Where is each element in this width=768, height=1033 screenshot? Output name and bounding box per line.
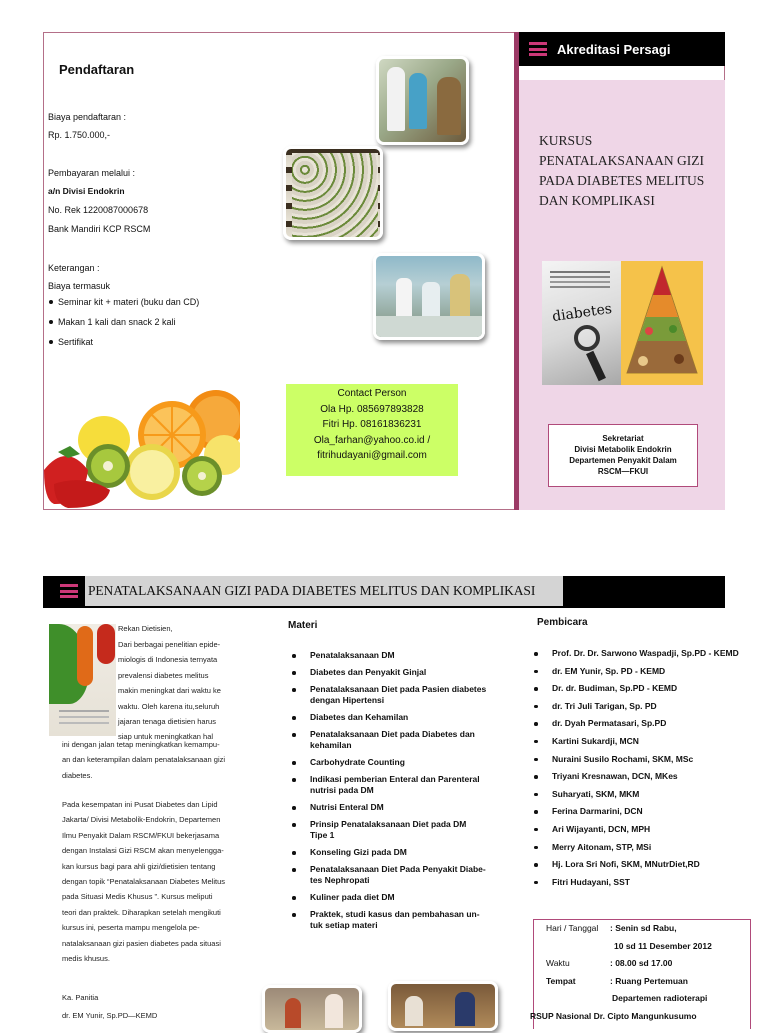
contact-person-box	[286, 384, 458, 476]
intro-paragraph-2: Pada kesempatan ini Pusat Diabetes dan Lipid Jakarta/ Divisi Metabolik-Endokrin, Departemen Ilmu Penyakit Dalam RSCM/FKUI bekerjasama dengan Instalasi Gizi RSCM akan menyelengga- kan kursus bagi para ahli gizi/dietisien tentang dengan topik “Penatalaksanaan Diabetes Melitus pada Situasi Medis Khusus ”. Kursus meliputi teori dan praktek. Diharapkan setelah mengikuti kursus ini, peserta mampu mengelola pe- natalaksanaan gizi pasien diabetes pada situasi medis khusus.	[62, 800, 226, 964]
list-item: Ferina Darmarini, DCN	[530, 806, 755, 817]
materi-list	[288, 650, 488, 937]
payment-label: Pembayaran melalui :	[48, 168, 136, 178]
account-number: No. Rek 1220087000678	[48, 205, 149, 215]
time-label: Waktu	[546, 958, 570, 968]
fee-value: Rp. 1.750.000,-	[48, 130, 111, 140]
intro-signoff: Ka. Panitia	[62, 993, 99, 1002]
place-value-3: RSUP Nasional Dr. Cipto Mangunkusumo	[530, 1010, 697, 1021]
list-item: Makan 1 kali dan snack 2 kali	[48, 316, 199, 336]
list-item: Kuliner pada diet DM	[288, 892, 488, 903]
list-item: dr. Tri Juli Tarigan, Sp. PD	[530, 701, 755, 712]
list-item: Prinsip Penatalaksanaan Diet pada DM Tipe 1	[288, 819, 488, 841]
list-item: Kartini Sukardji, MCN	[530, 736, 755, 747]
list-item: Ari Wijayanti, DCN, MPH	[530, 824, 755, 835]
list-item: dr. EM Yunir, Sp. PD - KEMD	[530, 666, 755, 677]
includes-list	[48, 296, 199, 356]
list-item: Penatalaksanaan Diet Pada Penyakit Diabe- tes Nephropati	[288, 864, 488, 886]
contact-line: Ola Hp. 085697893828	[320, 403, 424, 415]
list-item: Konseling Gizi pada DM	[288, 847, 488, 858]
contact-email: fitrihudayani@gmail.com	[317, 450, 427, 461]
list-item: Carbohydrate Counting	[288, 757, 488, 768]
contact-line: Fitri Hp. 08161836231	[322, 419, 422, 430]
bank-name: Bank Mandiri KCP RSCM	[48, 224, 151, 234]
accreditation-header	[519, 32, 725, 66]
speakers-list	[530, 648, 755, 894]
list-item: Nutrisi Enteral DM	[288, 802, 488, 813]
place-label: Tempat	[546, 975, 576, 986]
vegetables-notebook-image	[49, 624, 116, 736]
list-item: Dr. dr. Budiman, Sp.PD - KEMD	[530, 683, 755, 694]
photo-ward	[373, 253, 485, 340]
speakers-title: Pembicara	[537, 617, 588, 628]
account-name: a/n Divisi Endokrin	[48, 186, 125, 196]
accreditation-label: Akreditasi Persagi	[557, 41, 671, 57]
list-item: dr. Dyah Permatasari, Sp.PD	[530, 718, 755, 729]
secretariat-box: Sekretariat Divisi Metabolik Endokrin Departemen Penyakit Dalam RSCM—FKUI	[548, 424, 698, 487]
photo-consultation	[376, 56, 469, 145]
list-item: Sertifikat	[48, 336, 199, 356]
fruit-illustration	[44, 380, 240, 508]
materi-title: Materi	[288, 620, 318, 631]
list-item: Seminar kit + materi (buku dan CD)	[48, 296, 199, 316]
list-item: Diabetes dan Penyakit Ginjal	[288, 667, 488, 678]
fee-label: Biaya pendaftaran :	[48, 112, 127, 122]
registration-title: Pendaftaran	[59, 62, 135, 77]
list-item: Hj. Lora Sri Nofi, SKM, MNutrDiet,RD	[530, 859, 755, 870]
list-item: Penatalaksanaan Diet pada Diabetes dan kehamilan	[288, 729, 488, 751]
date-label: Hari / Tanggal	[546, 923, 599, 933]
intro-paragraph-1: ini dengan jalan tetap meningkatkan kemampu- an dan keterampilan dalam penatalaksanaan gizi diabetes.	[62, 740, 226, 780]
date-value-2: 10 sd 11 Desember 2012	[614, 940, 712, 951]
diabetes-newspaper-image	[542, 261, 621, 385]
list-item: Fitri Hudayani, SST	[530, 877, 755, 888]
list-item: Diabetes dan Kehamilan	[288, 712, 488, 723]
contact-email: Ola_farhan@yahoo.co.id /	[313, 434, 431, 446]
includes-label: Biaya termasuk	[48, 281, 111, 291]
place-value: : Ruang Pertemuan	[610, 975, 688, 986]
place-value-2: Departemen radioterapi	[612, 993, 708, 1003]
photo-class-1	[262, 985, 362, 1033]
list-item: Nuraini Susilo Rochami, SKM, MSc	[530, 754, 755, 765]
date-value: : Senin sd Rabu,	[610, 923, 677, 933]
course-title: KURSUS PENATALAKSANAAN GIZI PADA DIABETES MELITUS DAN KOMPLIKASI	[539, 133, 705, 208]
list-item: Prof. Dr. Dr. Sarwono Waspadji, Sp.PD - KEMD	[530, 648, 755, 659]
list-item: Suharyati, SKM, MKM	[530, 789, 755, 800]
notes-label: Keterangan :	[48, 263, 100, 273]
intro-signer: dr. EM Yunir, Sp.PD—KEMD	[62, 1011, 158, 1020]
intro-paragraph-1-wrapped: Dari berbagai penelitian epide- miologis di Indonesia ternyata prevalensi diabetes melitus makin meningkat dari waktu ke waktu. Oleh karena itu,seluruh jajaran tenaga dietisien harus siap untuk meningkatkan hal	[118, 640, 221, 742]
newspaper-word: diabetes	[551, 300, 613, 326]
list-item: Penatalaksanaan DM	[288, 650, 488, 661]
list-item: Merry Aitonam, STP, MSi	[530, 842, 755, 853]
food-pyramid-image	[621, 261, 703, 385]
photo-meal-trays	[283, 146, 383, 240]
intro-greeting: Rekan Dietisien,	[118, 624, 173, 633]
menu-icon	[529, 42, 547, 56]
list-item: Penatalaksanaan Diet pada Pasien diabetes dengan Hipertensi	[288, 684, 488, 706]
menu-icon	[60, 584, 78, 598]
list-item: Indikasi pemberian Enteral dan Parenteral nutrisi pada DM	[288, 774, 488, 796]
list-item: Triyani Kresnawan, DCN, MKes	[530, 771, 755, 782]
time-value: : 08.00 sd 17.00	[610, 958, 673, 968]
contact-title: Contact Person	[337, 388, 407, 399]
list-item: Praktek, studi kasus dan pembahasan un- tuk setiap materi	[288, 909, 488, 931]
page-2-title: PENATALAKSANAAN GIZI PADA DIABETES MELITUS DAN KOMPLIKASI	[85, 576, 563, 606]
schedule-box	[530, 919, 751, 1029]
